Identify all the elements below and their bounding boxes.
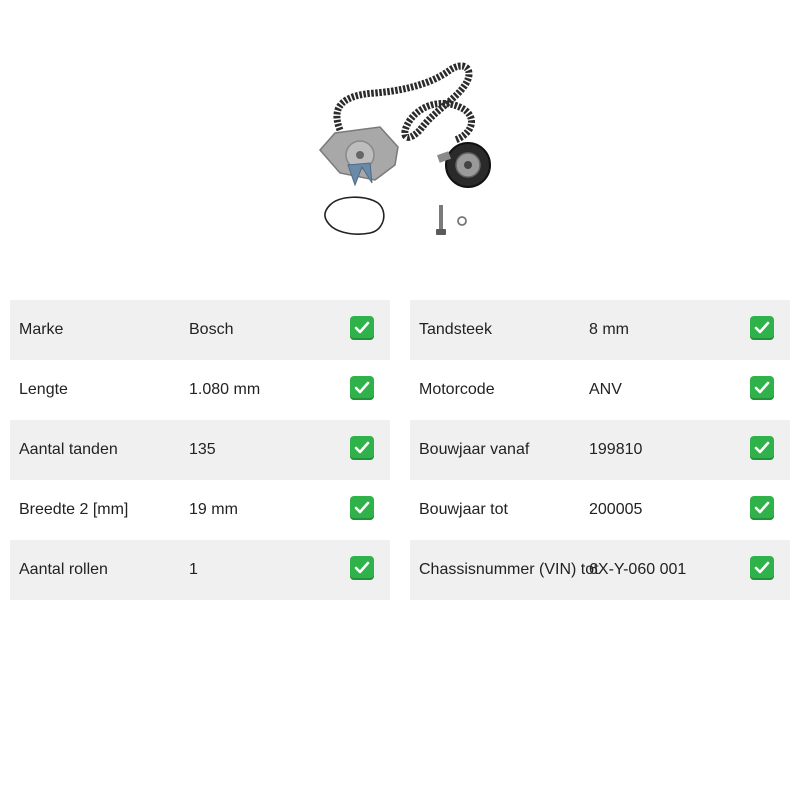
spec-value-bouwjaar-vanaf: 199810 (589, 441, 643, 458)
spec-row (10, 480, 390, 540)
spec-label-aantal-tanden: Aantal tanden (19, 441, 118, 458)
spec-row (10, 360, 390, 420)
spec-table-right (410, 300, 790, 600)
product-image (300, 55, 500, 245)
spec-value-lengte: 1.080 mm (189, 381, 261, 398)
spec-row (410, 420, 790, 480)
spec-value-aantal-rollen: 1 (189, 561, 198, 578)
gasket (325, 197, 384, 234)
check-mark-icon (350, 496, 374, 520)
bolt (436, 205, 446, 235)
spec-label-motorcode: Motorcode (419, 381, 495, 398)
check-mark-icon (350, 436, 374, 460)
check-mark-icon (750, 436, 774, 460)
spec-row (10, 540, 390, 600)
water-pump (320, 127, 398, 185)
timing-belt (337, 66, 472, 140)
spec-label-aantal-rollen: Aantal rollen (19, 561, 108, 578)
spec-table-left (10, 300, 390, 600)
spec-label-chassisnummer: Chassisnummer (VIN) tot (419, 561, 599, 578)
spec-value-aantal-tanden: 135 (189, 441, 216, 458)
spec-row (10, 300, 390, 360)
check-mark-icon (750, 316, 774, 340)
spec-label-breedte: Breedte 2 [mm] (19, 501, 129, 518)
check-mark-icon (750, 376, 774, 400)
spec-label-bouwjaar-tot: Bouwjaar tot (419, 501, 508, 518)
spec-value-chassisnummer: 6X-Y-060 001 (589, 561, 687, 578)
spec-label-marke: Marke (19, 321, 64, 338)
spec-value-breedte: 19 mm (189, 501, 238, 518)
check-mark-icon (350, 376, 374, 400)
spec-label-bouwjaar-vanaf: Bouwjaar vanaf (419, 441, 530, 458)
spec-label-tandsteek: Tandsteek (419, 321, 492, 338)
check-mark-icon (750, 556, 774, 580)
spec-value-tandsteek: 8 mm (589, 321, 629, 338)
check-mark-icon (750, 496, 774, 520)
spec-row (410, 480, 790, 540)
check-mark-icon (350, 316, 374, 340)
check-mark-icon (350, 556, 374, 580)
tensioner-roller (437, 143, 490, 187)
spec-row (10, 420, 390, 480)
washer (458, 217, 466, 225)
spec-value-motorcode: ANV (589, 381, 622, 398)
spec-label-lengte: Lengte (19, 381, 68, 398)
spec-row (410, 300, 790, 360)
spec-value-bouwjaar-tot: 200005 (589, 501, 643, 518)
spec-value-marke: Bosch (189, 321, 234, 338)
spec-row (410, 540, 790, 600)
spec-row (410, 360, 790, 420)
